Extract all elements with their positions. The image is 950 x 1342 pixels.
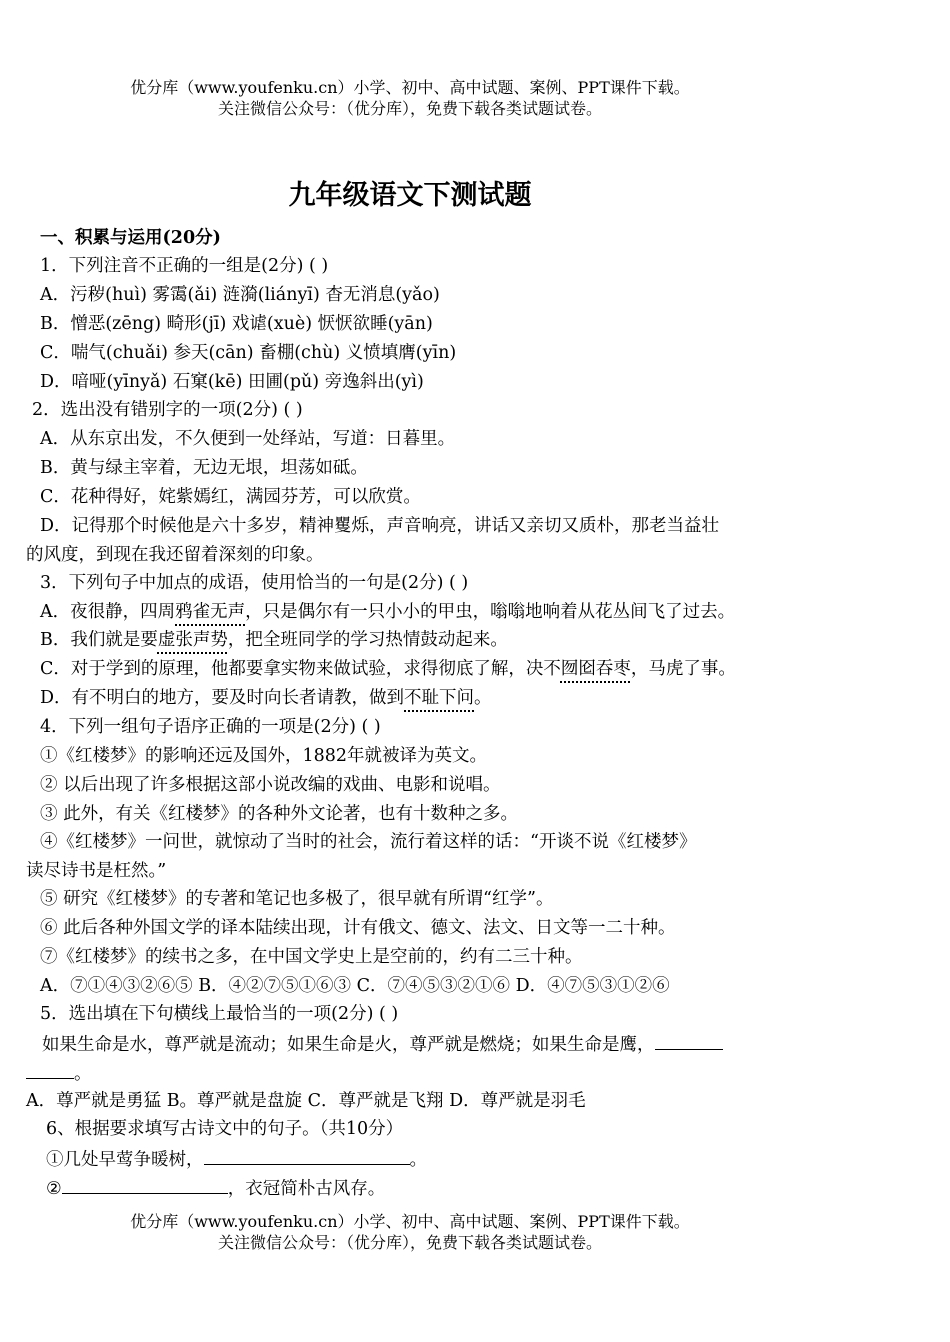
poem-text: ，衣冠简朴古风存。 bbox=[227, 1179, 386, 1199]
question-2-option-b: B．黄与绿主宰着，无边无垠，坦荡如砥。 bbox=[40, 458, 368, 478]
question-4-stem: 4．下列一组句子语序正确的一项是(2分) ( ) bbox=[40, 717, 381, 737]
option-text: C．对于学到的原理，他都要拿实物来做试验，求得彻底了解，决不 bbox=[40, 659, 561, 679]
question-1-option-c: C．喘气(chuǎi) 参天(cān) 畜棚(chù) 义愤填膺(yīn) bbox=[40, 343, 457, 363]
section-heading: 一、积累与运用(20分) bbox=[40, 228, 221, 248]
dotted-idiom: 囫囵吞枣 bbox=[560, 659, 631, 679]
option-text: ，只是偶尔有一只小小的甲虫，嗡嗡地响着从花丛间飞了过去。 bbox=[245, 602, 736, 622]
circled-number: ② bbox=[46, 1179, 62, 1199]
question-3-option-c bbox=[40, 657, 736, 681]
question-4-sentence-4-line-1: ④《红楼梦》一问世，就惊动了当时的社会，流行着这样的话：“开谈不说《红楼梦》 bbox=[40, 832, 697, 852]
question-3-option-d bbox=[40, 686, 492, 710]
question-4-sentence-2: ② 以后出现了许多根据这部小说改编的戏曲、电影和说唱。 bbox=[40, 775, 501, 795]
dotted-idiom: 虚张声势 bbox=[157, 630, 228, 650]
period: 。 bbox=[409, 1150, 427, 1170]
footer-line-1: 优分库（www.youfenku.cn）小学、初中、高中试题、案例、PPT课件下载。 bbox=[130, 1212, 690, 1231]
question-6-line-1 bbox=[46, 1146, 427, 1172]
question-2-option-a: A．从东京出发，不久便到一处绎站，写道：日暮里。 bbox=[40, 429, 456, 449]
question-5-sentence: 如果生命是水，尊严就是流动；如果生命是火，尊严就是燃烧；如果生命是鹰， bbox=[42, 1035, 655, 1055]
question-4-sentence-6: ⑥ 此后各种外国文学的译本陆续出现，计有俄文、德文、法文、日文等一二十种。 bbox=[40, 918, 676, 938]
question-3-stem: 3．下列句子中加点的成语，使用恰当的一句是(2分) ( ) bbox=[40, 573, 469, 593]
question-4-sentence-1: ①《红楼梦》的影响还远及国外，1882年就被译为英文。 bbox=[40, 746, 488, 766]
question-6-stem: 6、根据要求填写古诗文中的句子。（共10分） bbox=[46, 1119, 404, 1139]
answer-blank[interactable] bbox=[655, 1031, 723, 1050]
page-title: 九年级语文下测试题 bbox=[288, 180, 532, 211]
option-text: ，马虎了事。 bbox=[630, 659, 736, 679]
question-4-sentence-7: ⑦《红楼梦》的续书之多，在中国文学史上是空前的，约有二三十种。 bbox=[40, 947, 583, 967]
option-text: 。 bbox=[474, 688, 492, 708]
question-4-options: A．⑦①④③②⑥⑤ B．④②⑦⑤①⑥③ C．⑦④⑤③②①⑥ D．④⑦⑤③①②⑥ bbox=[40, 976, 670, 996]
answer-blank[interactable] bbox=[26, 1060, 74, 1079]
question-6-line-2 bbox=[46, 1175, 385, 1201]
period: 。 bbox=[74, 1064, 92, 1084]
question-1-stem: 1．下列注音不正确的一组是(2分) ( ) bbox=[40, 256, 329, 276]
answer-blank[interactable] bbox=[62, 1175, 228, 1194]
question-4-sentence-5: ⑤ 研究《红楼梦》的专著和笔记也多极了，很早就有所谓“红学”。 bbox=[40, 889, 554, 909]
question-1-option-b: B．憎恶(zēng) 畸形(jī) 戏谑(xuè) 恹恹欲睡(yān) bbox=[40, 314, 433, 334]
question-2-option-d-line-2: 的风度，到现在我还留着深刻的印象。 bbox=[26, 545, 324, 565]
option-text: D．有不明白的地方，要及时向长者请教，做到 bbox=[40, 688, 405, 708]
question-4-sentence-4-line-2: 读尽诗书是枉然。” bbox=[26, 861, 167, 881]
poem-text: ①几处早莺争暖树， bbox=[46, 1150, 204, 1170]
answer-blank[interactable] bbox=[204, 1146, 410, 1165]
option-text: ，把全班同学的学习热情鼓动起来。 bbox=[227, 630, 508, 650]
header-line-1: 优分库（www.youfenku.cn）小学、初中、高中试题、案例、PPT课件下载。 bbox=[130, 78, 690, 97]
question-4-sentence-3: ③ 此外，有关《红楼梦》的各种外文论著，也有十数种之多。 bbox=[40, 804, 519, 824]
question-3-option-a bbox=[40, 600, 735, 624]
question-5-text bbox=[42, 1031, 723, 1057]
header-line-2: 关注微信公众号：（优分库），免费下载各类试题试卷。 bbox=[217, 99, 602, 118]
footer-line-2: 关注微信公众号：（优分库），免费下载各类试题试卷。 bbox=[217, 1233, 602, 1252]
question-5-stem: 5．选出填在下句横线上最恰当的一项(2分) ( ) bbox=[40, 1004, 399, 1024]
question-5-text-end bbox=[26, 1060, 92, 1086]
dotted-idiom: 不耻下问 bbox=[404, 688, 475, 708]
question-3-option-b bbox=[40, 628, 508, 652]
question-2-option-d-line-1: D．记得那个时候他是六十多岁，精神矍烁，声音响亮，讲话又亲切又质朴，那老当益壮 bbox=[40, 516, 720, 536]
question-5-options: A．尊严就是勇猛 B。尊严就是盘旋 C．尊严就是飞翔 D．尊严就是羽毛 bbox=[26, 1091, 586, 1111]
question-1-option-d: D．喑哑(yīnyǎ) 石窠(kē) 田圃(pǔ) 旁逸斜出(yì) bbox=[40, 372, 424, 392]
question-2-option-c: C．花种得好，姹紫嫣红，满园芬芳，可以欣赏。 bbox=[40, 487, 421, 507]
option-text: A．夜很静，四周 bbox=[40, 602, 176, 622]
option-text: B．我们就是要 bbox=[40, 630, 158, 650]
question-2-stem: 2．选出没有错别字的一项(2分) ( ) bbox=[32, 400, 303, 420]
dotted-idiom: 鸦雀无声 bbox=[175, 602, 246, 622]
question-1-option-a: A．污秽(huì) 雾霭(ǎi) 涟漪(liányī) 杳无消息(yǎo) bbox=[40, 285, 440, 305]
